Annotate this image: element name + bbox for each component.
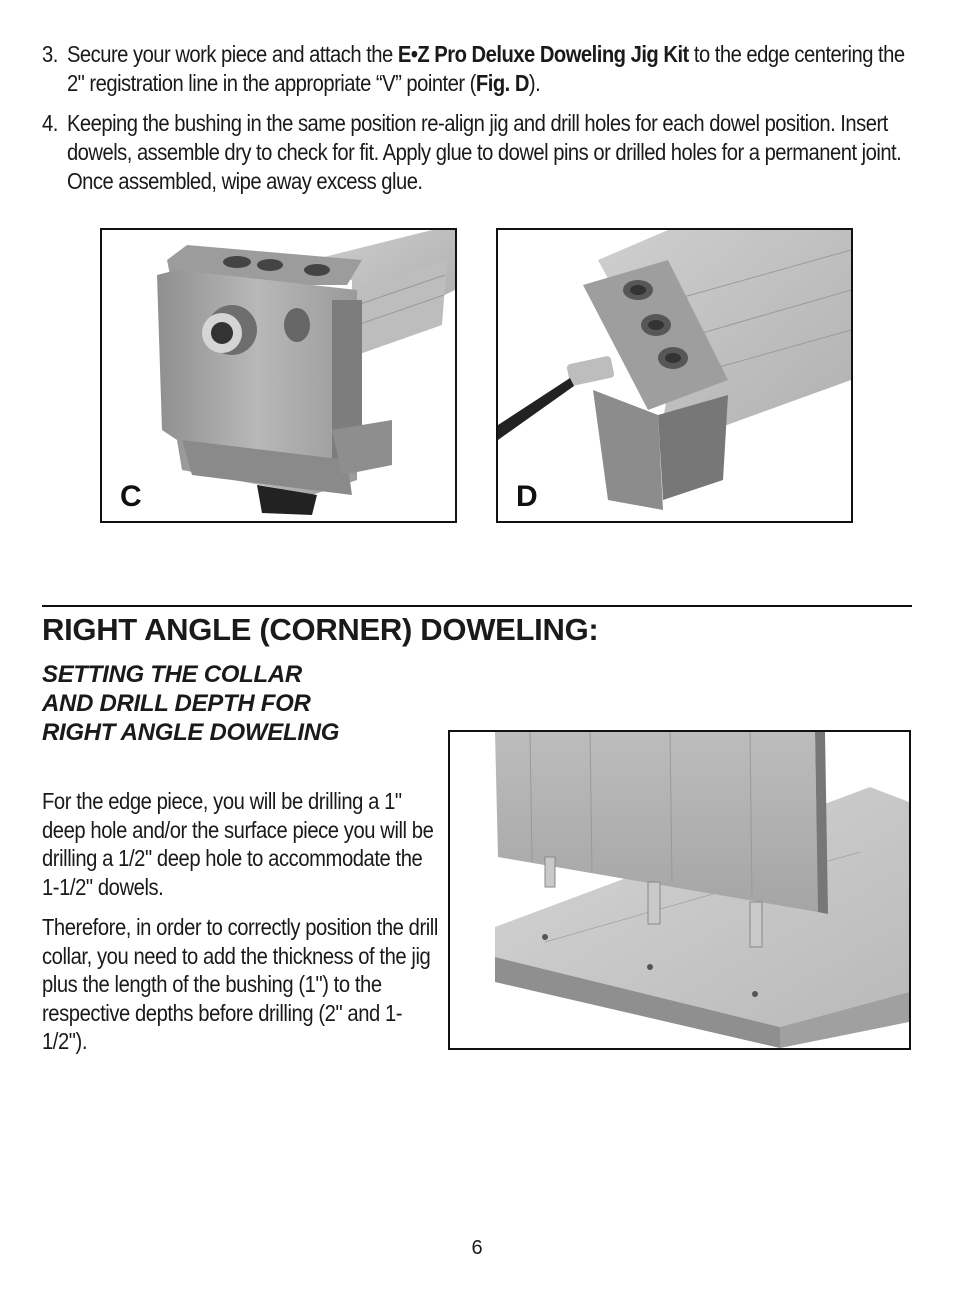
figure-c	[100, 228, 457, 523]
drilling-illustration	[498, 230, 851, 521]
step-number: 3.	[42, 41, 58, 67]
page-number: 6	[471, 1237, 483, 1259]
paragraph-edge-piece: For the edge piece, you will be drilling a 1" deep hole and/or the surface piece you will be drilling a 1/2" deep hole to accommodate the 1-1/2" dowels.	[42, 788, 434, 900]
product-name: E•Z Pro Deluxe Doweling Jig Kit	[397, 41, 689, 67]
figure-reference: Fig. D	[475, 70, 529, 96]
step-text: Secure your work piece and attach the E•Z Pro Deluxe Doweling Jig Kit to the edge centering the 2" registration line in the appropriate “V” pointer (Fig. D).	[66, 41, 905, 96]
step-4	[42, 109, 919, 196]
section-title: RIGHT ANGLE (CORNER) DOWELING:	[42, 612, 599, 647]
corner-joint-illustration	[450, 732, 909, 1048]
section-divider	[42, 605, 912, 607]
figure-c-label: C	[120, 480, 142, 513]
step-3	[42, 40, 919, 98]
step-number: 4.	[42, 110, 58, 136]
jig-on-board-illustration	[102, 230, 455, 521]
corner-doweling-figure	[448, 730, 911, 1050]
figure-d	[496, 228, 853, 523]
subheading: SETTING THE COLLAR AND DRILL DEPTH FOR RIGHT ANGLE DOWELING	[42, 661, 340, 746]
paragraph-collar-position: Therefore, in order to correctly position the drill collar, you need to add the thickness of the jig plus the length of the bushing (1") to the respective depths before drilling (2" and 1-1/2").	[42, 914, 438, 1054]
figure-d-label: D	[516, 480, 538, 513]
step-text: Keeping the bushing in the same position re-align jig and drill holes for each dowel position. Insert dowels, assemble dry to check for fit. Apply glue to dowel pins or drilled holes for a permanent joint. Once assembled, wipe away excess glue.	[66, 110, 902, 194]
